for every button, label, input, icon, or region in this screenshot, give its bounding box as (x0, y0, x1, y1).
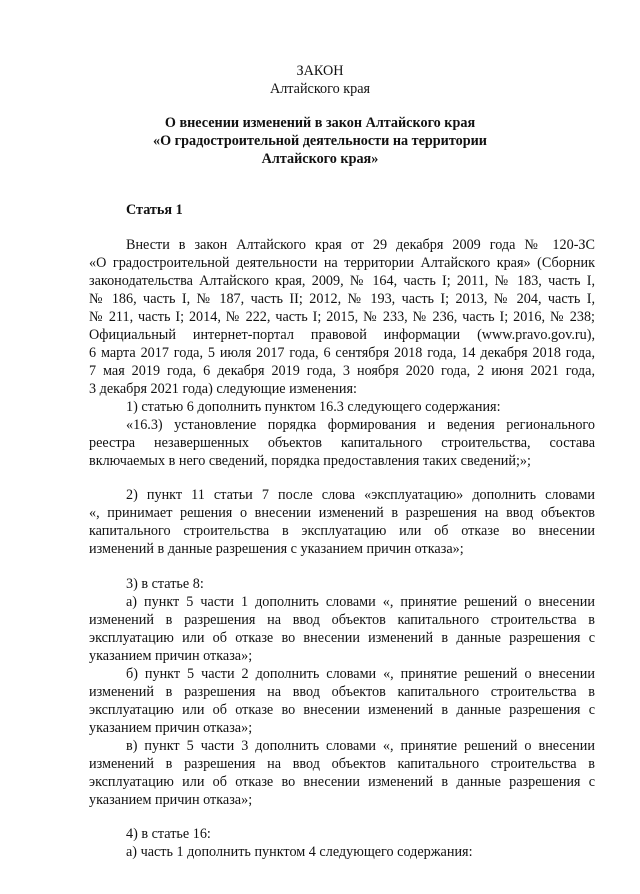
article-line: «О градостроительной деятельности на территории Алтайского края» (Сборник (89, 255, 595, 271)
article-line: № 186, часть I, № 187, часть II; 2012, № 193, часть I; 2013, № 204, часть I, (89, 291, 595, 307)
article-line: изменений в данные разрешения с указанием причин отказа»; (89, 541, 464, 557)
article-line: включаемых в него сведений, порядка предоставления таких сведений;»; (89, 453, 531, 469)
article-line: капитального строительства в эксплуатацию или об отказе во внесении (89, 523, 595, 539)
doc-title-line: О внесении изменений в закон Алтайского края (164, 115, 476, 131)
article-line: № 211, часть I; 2014, № 222, часть I; 2015, № 233, № 236, часть I; 2016, № 238; (89, 309, 595, 325)
article-line: б) пункт 5 части 2 дополнить словами «, принятие решений о внесении (126, 666, 595, 682)
article-line: 3 декабря 2021 года) следующие изменения: (89, 381, 357, 397)
doc-title-line: «О градостроительной деятельности на территории (153, 133, 487, 149)
article-line: 2) пункт 11 статьи 7 после слова «эксплуатацию» дополнить словами (126, 487, 595, 503)
article-line: «16.3) установление порядка формирования и ведения регионального (126, 417, 595, 433)
article-line: 1) статью 6 дополнить пунктом 16.3 следующего содержания: (126, 399, 501, 415)
doc-title-line: Алтайского края» (261, 151, 379, 167)
article-line: указанием причин отказа»; (89, 648, 253, 664)
article-line: а) часть 1 дополнить пунктом 4 следующего содержания: (126, 844, 473, 860)
doc-type: ЗАКОН (296, 63, 344, 79)
article-line: эксплуатацию или об отказе во внесении изменений в данные разрешения с (89, 630, 595, 646)
article-line: 7 мая 2019 года, 6 декабря 2019 года, 3 ноября 2020 года, 2 июня 2021 года, (89, 363, 595, 379)
article-line: Внести в закон Алтайского края от 29 декабря 2009 года № 120-ЗС (126, 237, 595, 253)
article-line: изменений в разрешения на ввод объектов капитального строительства в (89, 684, 595, 700)
article-line: «, принимает решения о внесении изменений в разрешения на ввод объектов (89, 505, 595, 521)
article-line: Официальный интернет-портал правовой информации (www.pravo.gov.ru), (89, 327, 595, 343)
article-line: 4) в статье 16: (126, 826, 211, 842)
article-line: а) пункт 5 части 1 дополнить словами «, принятие решений о внесении (126, 594, 595, 610)
article-line: эксплуатацию или об отказе во внесении изменений в данные разрешения с (89, 702, 595, 718)
article-line: реестра незавершенных объектов капитального строительства, состава (89, 435, 595, 451)
article-line: 6 марта 2017 года, 5 июля 2017 года, 6 сентября 2018 года, 14 декабря 2018 года, (89, 345, 595, 361)
article-line: изменений в разрешения на ввод объектов капитального строительства в (89, 756, 595, 772)
doc-region: Алтайского края (269, 81, 371, 97)
article-line: 3) в статье 8: (126, 576, 204, 592)
article-heading: Статья 1 (126, 202, 183, 218)
article-line: эксплуатацию или об отказе во внесении изменений в данные разрешения с (89, 774, 595, 790)
article-line: законодательства Алтайского края, 2009, № 164, часть I; 2011, № 183, часть I, (89, 273, 595, 289)
article-line: указанием причин отказа»; (89, 792, 253, 808)
article-line: указанием причин отказа»; (89, 720, 253, 736)
article-line: в) пункт 5 части 3 дополнить словами «, принятие решений о внесении (126, 738, 595, 754)
article-line: изменений в разрешения на ввод объектов капитального строительства в (89, 612, 595, 628)
